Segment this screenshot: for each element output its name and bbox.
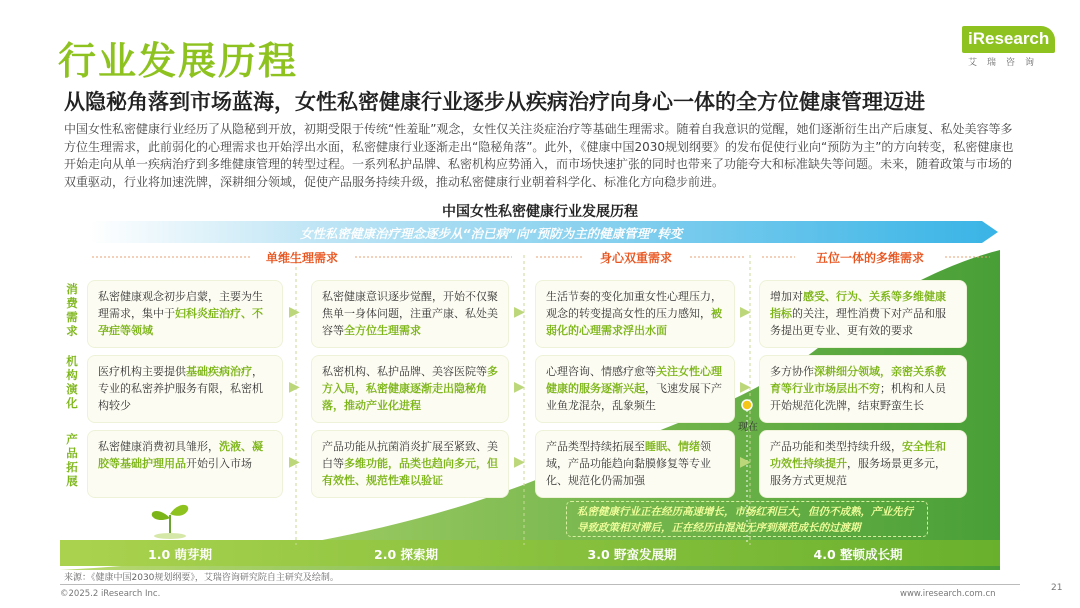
chevron-right-icon: ▶ xyxy=(514,454,525,470)
chevron-right-icon: ▶ xyxy=(514,304,525,320)
card-highlight: 洗液、凝胶等基础护理用品 xyxy=(98,440,263,470)
card-text: ，飞速发展下产业鱼龙混杂，乱象频生 xyxy=(546,382,722,412)
stage-label-4: 4.0 整顿成长期 xyxy=(813,547,903,562)
trend-arrow-label: 女性私密健康治疗理念逐步从“治已病”向“预防为主的健康管理”转变 xyxy=(300,226,683,241)
card-text: 产品类型持续拓展至 xyxy=(546,440,645,453)
transition-note: 私密健康行业正在经历高速增长，市场红利巨大，但仍不成熟，产业先行导致政策相对滞后，正在经历由混沌无序到规范成长的过渡期 xyxy=(566,501,928,537)
card-text: 私密健康观念初步启蒙，主要为生理需求，集中于 xyxy=(98,290,263,320)
website-link[interactable]: www.iresearch.com.cn xyxy=(900,589,996,599)
chevron-right-icon: ▶ xyxy=(740,304,751,320)
card-highlight: 安全性和功效性持续提升 xyxy=(770,440,946,470)
card-text: 私密健康消费初具雏形， xyxy=(98,440,219,453)
row-label-institution: 机构演化 xyxy=(66,354,78,410)
col-head-dual: 身心双重需求 xyxy=(599,251,672,265)
chevron-right-icon: ▶ xyxy=(740,379,751,395)
page-title: 行业发展历程 xyxy=(58,39,299,83)
footer-divider xyxy=(60,584,1020,585)
card-stage3-demand xyxy=(536,281,734,347)
card-text: ，服务场景更多元，服务方式更规范 xyxy=(770,457,946,487)
card-text: 私密机构、私护品牌、美容医院等 xyxy=(322,365,487,378)
col-head-single: 单维生理需求 xyxy=(265,251,338,265)
card-highlight: 感受、行为、关系等多维健康指标 xyxy=(770,290,946,320)
intro-paragraph: 中国女性私密健康行业经历了从隐秘到开放，初期受限于传统“性羞耻”观念，女性仅关注炎症治疗等基础生理需求。随着自我意识的觉醒，她们逐渐衍生出产后康复、私处美容等多方位生理需求，此前弱化的心理需求也开始浮出水面，私密健康行业逐渐走出“隐秘角落”。此外，《健康中国2030规划纲要》的发布促使行业向“预防为主”的方向转变，私密健康也开始走向从单一疾病治疗到多维健康管理的转型过程。一系列私护品牌、私密机构应势涌入，而市场快速扩张的同时也带来了功能夸大和标准缺失等问题。未来，随着政策与市场的双重驱动，行业将加速洗牌，深耕细分领域，促使产品服务持续升级，推动私密健康行业朝着科学化、标准化方向稳步前进。 xyxy=(64,122,1014,189)
stage-label-3: 3.0 野蛮发展期 xyxy=(587,547,677,562)
row-label-product: 产品拓展 xyxy=(66,432,78,488)
stage-label-2: 2.0 探索期 xyxy=(374,547,438,562)
card-stage1-institution xyxy=(88,356,282,422)
card-highlight: 深耕细分领域，亲密关系教育等行业市场层出不穷 xyxy=(770,365,946,395)
card-text: 开始引入市场 xyxy=(186,457,252,470)
logo-wordmark: iResearch xyxy=(962,26,1055,53)
seedling-icon xyxy=(152,505,188,539)
chevron-right-icon: ▶ xyxy=(289,304,300,320)
card-highlight: 关注女性心理健康的服务逐渐兴起 xyxy=(546,365,722,395)
now-marker xyxy=(742,400,752,410)
card-stage2-product xyxy=(312,431,508,497)
source-note: 来源：《健康中国2030规划纲要》，艾瑞咨询研究院自主研究及绘制。 xyxy=(64,573,339,583)
card-text: 生活节奏的变化加重女性心理压力，观念的转变提高女性的压力感知， xyxy=(546,290,722,320)
chevron-right-icon: ▶ xyxy=(514,379,525,395)
card-highlight: 被弱化的心理需求浮出水面 xyxy=(546,307,722,337)
card-stage1-product xyxy=(88,431,282,497)
card-text: 增加对 xyxy=(770,290,803,303)
card-highlight: 基础疾病治疗 xyxy=(186,365,252,378)
card-text: 产品功能从抗菌消炎扩展至紧致、美白等 xyxy=(322,440,498,470)
card-stage1-demand xyxy=(88,281,282,347)
chevron-right-icon: ▶ xyxy=(289,454,300,470)
copyright: ©2025.2 iResearch Inc. xyxy=(60,589,161,599)
card-text: 私密健康意识逐步觉醒，开始不仅聚焦单一身体问题，注重产康、私处美容等 xyxy=(322,290,498,337)
card-text: ；机构和人员开始规范化洗牌，结束野蛮生长 xyxy=(770,382,946,412)
card-stage2-institution xyxy=(312,356,508,422)
card-highlight: 妇科炎症治疗、不孕症等领域 xyxy=(98,307,263,337)
card-stage3-product xyxy=(536,431,734,497)
stage-label-1: 1.0 萌芽期 xyxy=(148,547,212,562)
card-text: 产品功能和类型持续升级， xyxy=(770,440,902,453)
card-highlight: 多方入局，私密健康逐渐走出隐秘角落，推动产业化进程 xyxy=(322,365,498,412)
card-text: 领域，产品功能趋向黏膜修复等专业化、规范化仍需加强 xyxy=(546,440,711,487)
card-text: 多方协作 xyxy=(770,365,814,378)
card-text: 的关注，理性消费下对产品和服务提出更专业、更有效的要求 xyxy=(770,307,946,337)
row-label-consumer: 消费需求 xyxy=(66,282,78,338)
card-stage4-demand xyxy=(760,281,966,347)
diagram-title: 中国女性私密健康行业发展历程 xyxy=(442,204,638,220)
card-highlight: 全方位生理需求 xyxy=(344,324,421,337)
page-number: 21 xyxy=(1051,583,1063,593)
card-text: 医疗机构主要提供 xyxy=(98,365,186,378)
page-subtitle: 从隐秘角落到市场蓝海，女性私密健康行业逐步从疾病治疗向身心一体的全方位健康管理迈进 xyxy=(64,90,925,114)
card-text: 心理咨询、情感疗愈等 xyxy=(546,365,656,378)
card-highlight: 睡眠、情绪 xyxy=(645,440,700,453)
card-stage3-institution xyxy=(536,356,734,422)
card-highlight: 多维功能，品类也趋向多元，但有效性、规范性难以验证 xyxy=(322,457,498,487)
chevron-right-icon: ▶ xyxy=(289,379,300,395)
card-stage4-institution xyxy=(760,356,966,422)
chevron-right-icon: ▶ xyxy=(740,454,751,470)
logo-subtext: 艾瑞咨询 xyxy=(968,58,1045,68)
col-head-multi: 五位一体的多维需求 xyxy=(815,251,924,265)
card-stage4-product xyxy=(760,431,966,497)
card-stage2-demand xyxy=(312,281,508,347)
now-label: 现在 xyxy=(738,422,758,433)
card-text: ，专业的私密养护服务有限，私密机构较少 xyxy=(98,365,263,412)
